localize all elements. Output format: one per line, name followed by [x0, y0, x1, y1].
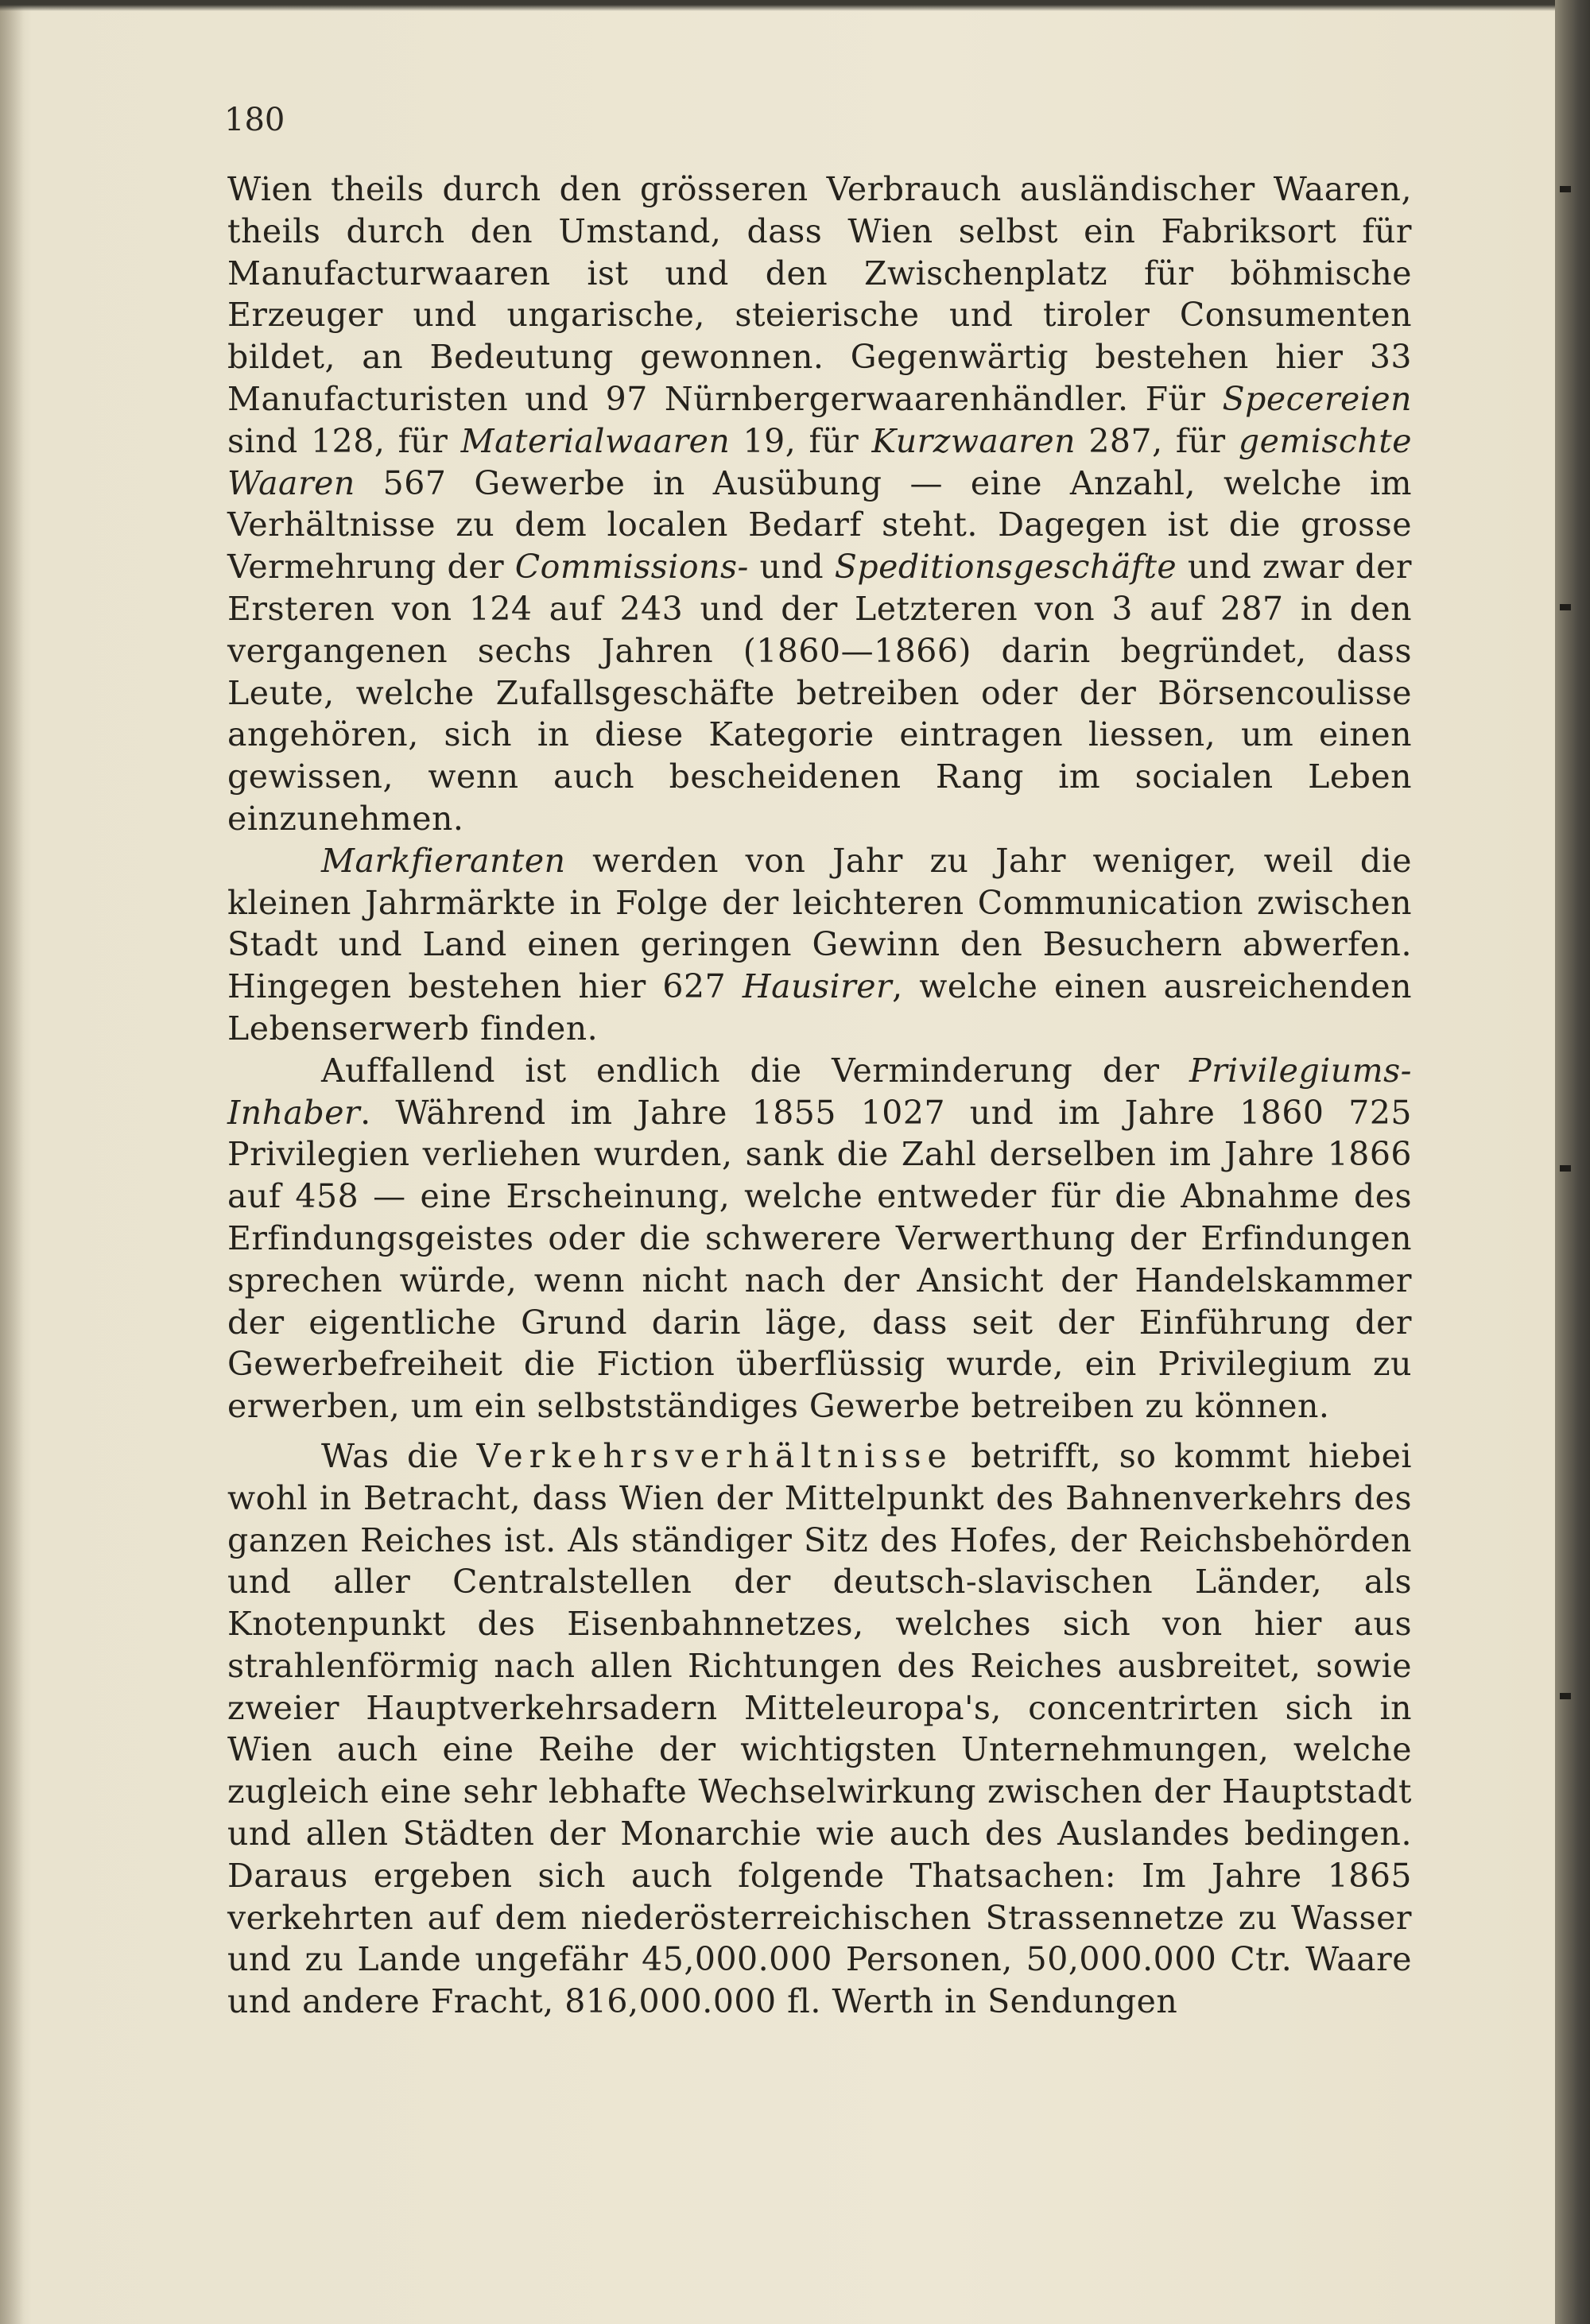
gutter-shadow — [0, 0, 24, 2324]
emphasized-term: Hausirer — [742, 967, 893, 1006]
text-run: sind 128, für — [227, 421, 461, 460]
paragraph — [227, 1050, 1412, 1427]
emphasized-term: Specereien — [1222, 379, 1412, 418]
text-run: werden von Jahr zu Jahr weniger, weil die kleinen Jahrmärkte in Folge der leichteren Communication zwischen Stadt und Land einen geringen Gewinn den Besuchern abwerfen. Hingegen bestehen hier 627 — [227, 841, 1412, 1006]
emphasized-term: gemischte Waaren — [227, 421, 1413, 502]
text-run: 567 Gewerbe in Ausübung — eine Anzahl, welche im Verhältnisse zu dem localen Bedarf steht. Dagegen ist die grosse Vermehrung der — [227, 463, 1412, 587]
emphasized-term: Speditionsgeschäfte — [834, 548, 1177, 587]
emphasized-term: Kurzwaaren — [871, 421, 1076, 460]
emphasized-term: Markfieranten — [321, 841, 566, 880]
paragraph — [227, 1435, 1412, 2023]
edge-mark — [1560, 604, 1571, 610]
text-run: . Während im Jahre 1855 1027 und im Jahre 1860 725 Privilegien verliehen wurden, sank die Zahl derselben im Jahre 1866 auf 458 — eine Erscheinung, welche entweder für die Abnahme des Erfindungsgeistes oder die schwerere Verwerthung der Erfindungen sprechen würde, wenn nicht nach der Ansicht der Handelskammer der eigentliche Grund darin läge, dass seit der Einführung der Gewerbefreiheit die Fiction überflüssig wurde, ein Privilegium zu erwerben, um ein selbstständiges Gewerbe betreiben zu können. — [227, 1093, 1412, 1426]
book-edge — [1555, 0, 1590, 2324]
text-run: und zwar der Ersteren von 124 auf 243 und der Letzteren von 3 auf 287 in den vergangenen sechs Jahren (1860—1866) darin begründet, dass Leute, welche Zufallsgeschäfte betreiben oder der Börsencoulisse angehören, sich in diese Kategorie eintragen liessen, um einen gewissen, wenn auch bescheidenen Rang im socialen Leben einzunehmen. — [227, 548, 1412, 838]
edge-mark — [1560, 1693, 1571, 1699]
page-number: 180 — [224, 102, 285, 138]
text-run: 287, für — [1076, 421, 1239, 460]
text-run: und — [748, 548, 835, 587]
emphasized-term: Verkehrsverhältnisse — [476, 1436, 953, 1475]
emphasized-term: Commissions- — [514, 548, 749, 587]
emphasized-term: Privilegiums-Inhaber — [227, 1051, 1412, 1132]
page-top-edge — [0, 0, 1555, 11]
edge-mark — [1560, 186, 1571, 192]
text-run: Wien theils durch den grösseren Verbrauch ausländischer Waaren, theils durch den Umstand, dass Wien selbst ein Fabriksort für Manufacturwaaren ist und den Zwischenplatz für böhmische Erzeuger und ungarische, steierische und tiroler Consumenten bildet, an Bedeutung gewonnen. Gegenwärtig bestehen hier 33 Manufacturisten und 97 Nürnbergerwaarenhändler. Für — [227, 170, 1412, 418]
text-run: 19, für — [730, 421, 872, 460]
text-run: betrifft, so kommt hiebei wohl in Betracht, dass Wien der Mittelpunkt des Bahnenverkehrs des ganzen Reiches ist. Als ständiger Sitz des Hofes, der Reichsbehörden und aller Centralstellen der deutsch-slavischen Länder, als Knotenpunkt des Eisenbahnnetzes, welches sich von hier aus strahlenförmig nach allen Richtungen des Reiches ausbreitet, sowie zweier Hauptverkehrsadern Mitteleuropa's, concentrirten sich in Wien auch eine Reihe der wichtigsten Unternehmungen, welche zugleich eine sehr lebhafte Wechselwirkung zwischen der Hauptstadt und allen Städten der Monarchie wie auch des Auslandes bedingen. Daraus ergeben sich auch folgende Thatsachen: Im Jahre 1865 verkehrten auf dem niederösterreichischen Strassennetze zu Wasser und zu Lande ungefähr 45,000.000 Personen, 50,000.000 Ctr. Waare und andere Fracht, 816,000.000 fl. Werth in Sendungen — [227, 1436, 1413, 2021]
paragraph — [227, 840, 1412, 1050]
text-run: , welche einen ausreichenden Lebenserwerb finden. — [227, 967, 1412, 1048]
emphasized-term: Materialwaaren — [460, 421, 731, 460]
text-run: Was die — [321, 1436, 477, 1475]
body-text — [227, 168, 1412, 2023]
edge-mark — [1560, 1165, 1571, 1172]
paragraph — [227, 168, 1412, 840]
text-run: Auffallend ist endlich die Verminderung der — [321, 1051, 1189, 1090]
